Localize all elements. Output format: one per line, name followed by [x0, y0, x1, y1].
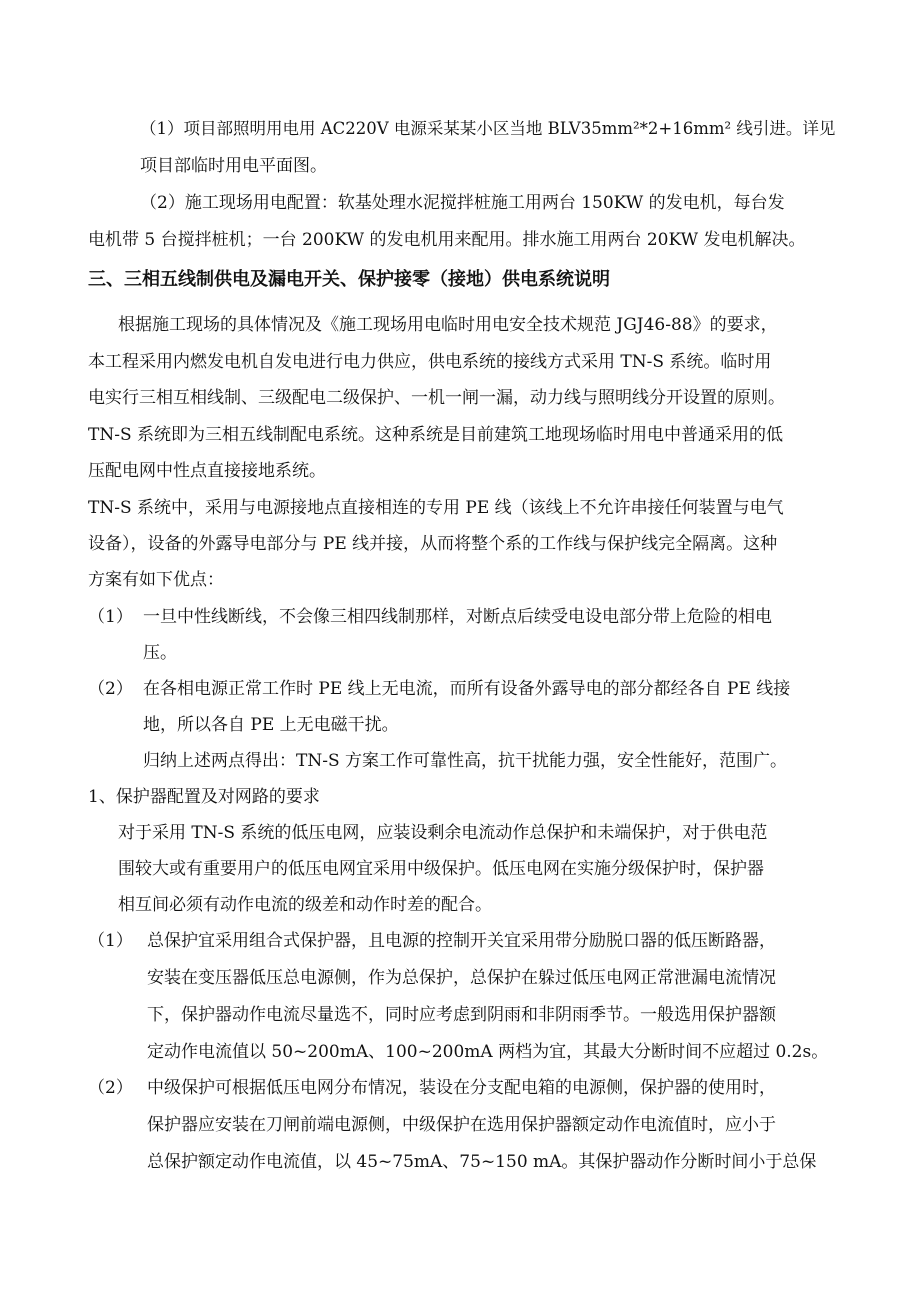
- p2-line2: 电机带 5 台搅拌桩机；一台 200KW 的发电机用来配用。排水施工用两台 20KW 发电机解决。: [88, 230, 806, 250]
- section-3-heading: 三、三相五线制供电及漏电开关、保护接零（接地）供电系统说明: [88, 269, 610, 290]
- advantage-2-line2: 地，所以各自 PE 上无电磁干扰。: [143, 715, 399, 735]
- p4-line2: 设备），设备的外露导电部分与 PE 线并接，从而将整个系的工作线与保护线完全隔离。这种: [88, 534, 778, 554]
- requirement-1-line1: 总保护宜采用组合式保护器，且电源的控制开关宜采用带分励脱口器的低压断路器，: [147, 931, 776, 951]
- advantage-1-line2: 压。: [143, 643, 177, 663]
- advantage-2-line1: 在各相电源正常工作时 PE 线上无电流，而所有设备外露导电的部分都经各自 PE 线接: [143, 679, 791, 699]
- p3-line3: 电实行三相互相线制、三级配电二级保护、一机一闸一漏，动力线与照明线分开设置的原则。: [88, 388, 785, 408]
- p3-line2: 本工程采用内燃发电机自发电进行电力供应，供电系统的接线方式采用 TN-S 系统。临时用: [88, 352, 772, 372]
- advantage-1-number: （1）: [88, 607, 133, 627]
- p1-line2: 项目部临时用电平面图。: [140, 156, 327, 176]
- requirement-2-line3: 总保护额定动作电流值，以 45~75mA、75~150 mA。其保护器动作分断时间小于总保: [147, 1152, 817, 1172]
- p2-line1: （2）施工现场用电配置：软基处理水泥搅拌桩施工用两台 150KW 的发电机，每台发: [140, 193, 785, 213]
- p4-line1: TN-S 系统中，采用与电源接地点直接相连的专用 PE 线（该线上不允许串接任何装置与电气: [88, 498, 784, 518]
- p5-line1: 对于采用 TN-S 系统的低压电网，应装设剩余电流动作总保护和未端保护，对于供电范: [118, 823, 768, 843]
- requirement-1-number: （1）: [88, 931, 133, 951]
- advantage-1-line1: 一旦中性线断线，不会像三相四线制那样，对断点后续受电设电部分带上危险的相电: [143, 607, 772, 627]
- p3-line5: 压配电网中性点直接接地系统。: [88, 461, 326, 481]
- requirement-2-line1: 中级保护可根据低压电网分布情况，装设在分支配电箱的电源侧，保护器的使用时，: [147, 1078, 776, 1098]
- subsection-1-heading: 1、保护器配置及对网路的要求: [88, 787, 320, 807]
- summary-line: 归纳上述两点得出：TN-S 方案工作可靠性高，抗干扰能力强，安全性能好，范围广。: [143, 751, 788, 771]
- advantage-2-number: （2）: [88, 679, 133, 699]
- requirement-1-line3: 下，保护器动作电流尽量选不，同时应考虑到阴雨和非阴雨季节。一般选用保护器额: [147, 1005, 776, 1025]
- requirement-2-number: （2）: [88, 1078, 133, 1098]
- p5-line3: 相互间必须有动作电流的级差和动作时差的配合。: [118, 895, 492, 915]
- p4-line3: 方案有如下优点：: [88, 570, 224, 590]
- p3-line4: TN-S 系统即为三相五线制配电系统。这种系统是目前建筑工地现场临时用电中普通采用的低: [88, 425, 784, 445]
- p3-line1: 根据施工现场的具体情况及《施工现场用电临时用电安全技术规范 JGJ46-88》的要求，: [118, 315, 778, 335]
- requirement-2-line2: 保护器应安装在刀闸前端电源侧，中级保护在选用保护器额定动作电流值时，应小于: [147, 1115, 776, 1135]
- requirement-1-line4: 定动作电流值以 50~200mA、100~200mA 两档为宜，其最大分断时间不应超过 0.2s。: [147, 1042, 829, 1062]
- requirement-1-line2: 安装在变压器低压总电源侧，作为总保护，总保护在躲过低压电网正常泄漏电流情况: [147, 968, 776, 988]
- p5-line2: 围较大或有重要用户的低压电网宜采用中级保护。低压电网在实施分级保护时，保护器: [118, 859, 764, 879]
- p1-line1: （1）项目部照明用电用 AC220V 电源采某某小区当地 BLV35mm²*2+16mm² 线引进。详见: [140, 119, 836, 138]
